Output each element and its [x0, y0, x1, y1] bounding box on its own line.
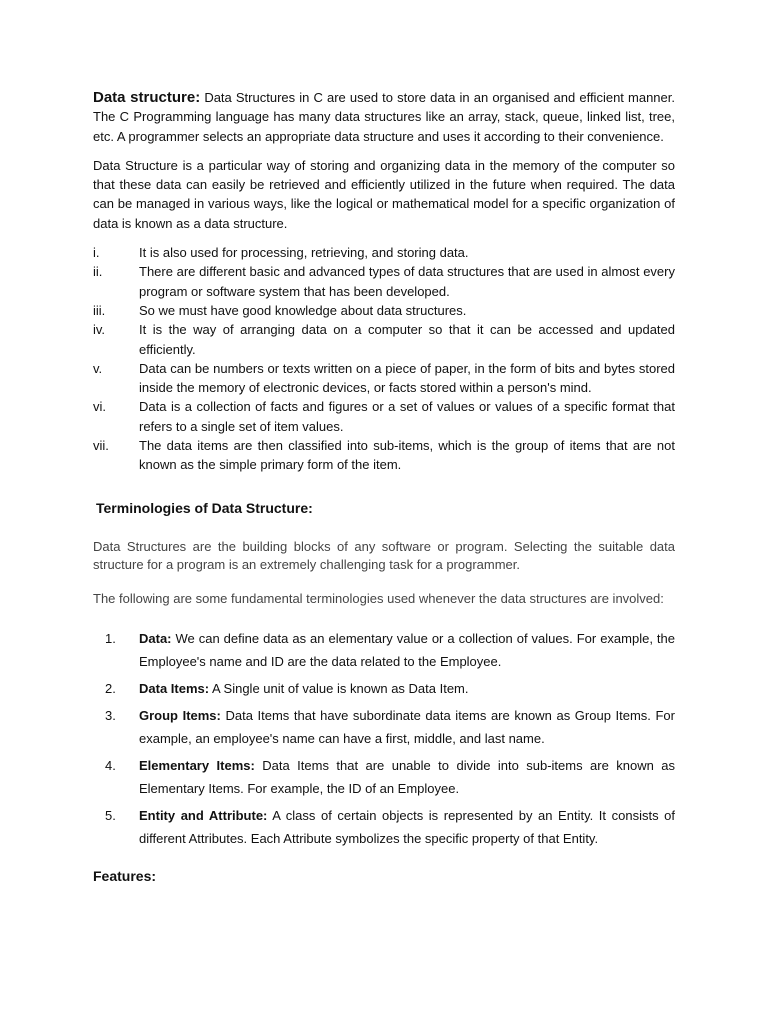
list-item — [93, 804, 675, 850]
list-item-number: vii. — [93, 438, 109, 454]
term-text: Data Items that have subordinate data items are known as Group Items. For example, an employee's name can have a first, middle, and last name. — [139, 707, 675, 746]
list-item — [93, 320, 675, 359]
intro-lead: Data structure: — [93, 89, 201, 106]
terminology-list — [93, 627, 675, 850]
intro-paragraph — [93, 88, 675, 146]
list-item-number: 4. — [105, 757, 116, 773]
list-item — [93, 243, 675, 262]
list-item-number: iii. — [93, 302, 106, 318]
term-label: Group Items: — [139, 707, 221, 723]
features-heading: Features: — [93, 867, 157, 884]
list-item — [93, 262, 675, 301]
list-item — [93, 627, 675, 673]
term-text: We can define data as an elementary value or a collection of values. For example, the Employee's name and ID are the data related to the Employee. — [139, 630, 675, 669]
intro-text: Data Structures in C are used to store data in an organised and efficient manner. The C Programming language has many data structures like an array, stack, queue, linked list, tree, etc. A programmer selects an appropriate data structure and uses it according to their convenience. — [93, 90, 675, 144]
list-item-number: v. — [93, 360, 103, 376]
term-label: Elementary Items: — [139, 757, 255, 773]
list-item-number: 1. — [105, 630, 116, 646]
list-item-text: There are different basic and advanced types of data structures that are used in almost every program or software system that has been developed. — [139, 264, 675, 299]
term-label: Data: — [139, 630, 172, 646]
list-item-number: 2. — [105, 680, 116, 696]
list-item-text: The data items are then classified into sub-items, which is the group of items that are not known as the simple primary form of the item. — [139, 438, 675, 473]
list-item — [93, 754, 675, 800]
list-item — [93, 704, 675, 750]
terminology-heading: Terminologies of Data Structure: — [96, 499, 313, 516]
definition-paragraph: Data Structure is a particular way of storing and organizing data in the memory of the computer so that these data can easily be retrieved and efficiently utilized in the future when required. The data can be managed in various ways, like the logical or mathematical model for a specific organization of data is known as a data structure. — [93, 157, 675, 231]
list-item-text: Data can be numbers or texts written on a piece of paper, in the form of bits and bytes stored inside the memory of electronic devices, or facts stored within a person's mind. — [139, 360, 675, 396]
list-item-number: i. — [93, 245, 100, 261]
term-label: Data Items: — [139, 680, 210, 696]
list-item-number: vi. — [93, 399, 106, 415]
list-item — [93, 677, 675, 700]
list-item — [93, 359, 675, 398]
list-item-text: So we must have good knowledge about data structures. — [139, 302, 467, 318]
list-item — [93, 436, 675, 475]
term-text: A class of certain objects is represented by an Entity. It consists of different Attributes. Each Attribute symbolizes the specific property of that Entity. — [139, 807, 675, 846]
list-item — [93, 397, 675, 436]
term-text: A Single unit of value is known as Data Item. — [209, 680, 469, 696]
term-label: Entity and Attribute: — [139, 807, 268, 823]
document-page — [93, 88, 675, 884]
list-item-number: ii. — [93, 264, 103, 280]
terminology-paragraph-2: The following are some fundamental terminologies used whenever the data structures are involved: — [93, 590, 664, 606]
list-item-number: 5. — [105, 807, 116, 823]
list-item-number: 3. — [105, 707, 116, 723]
list-item — [93, 301, 675, 320]
terminology-paragraph-1: Data Structures are the building blocks of any software or program. Selecting the suitable data structure for a program is an extremely challenging task for a programmer. — [93, 538, 675, 572]
list-item-text: Data is a collection of facts and figures or a set of values or values of a specific format that refers to a single set of item values. — [139, 399, 675, 434]
list-item-number: iv. — [93, 322, 106, 338]
list-item-text: It is the way of arranging data on a computer so that it can be accessed and updated efficiently. — [139, 322, 675, 357]
list-item-text: It is also used for processing, retrieving, and storing data. — [139, 245, 469, 261]
term-text: Data Items that are unable to divide into sub-items are known as Elementary Items. For example, the ID of an Employee. — [139, 757, 676, 796]
roman-point-list — [93, 243, 675, 475]
